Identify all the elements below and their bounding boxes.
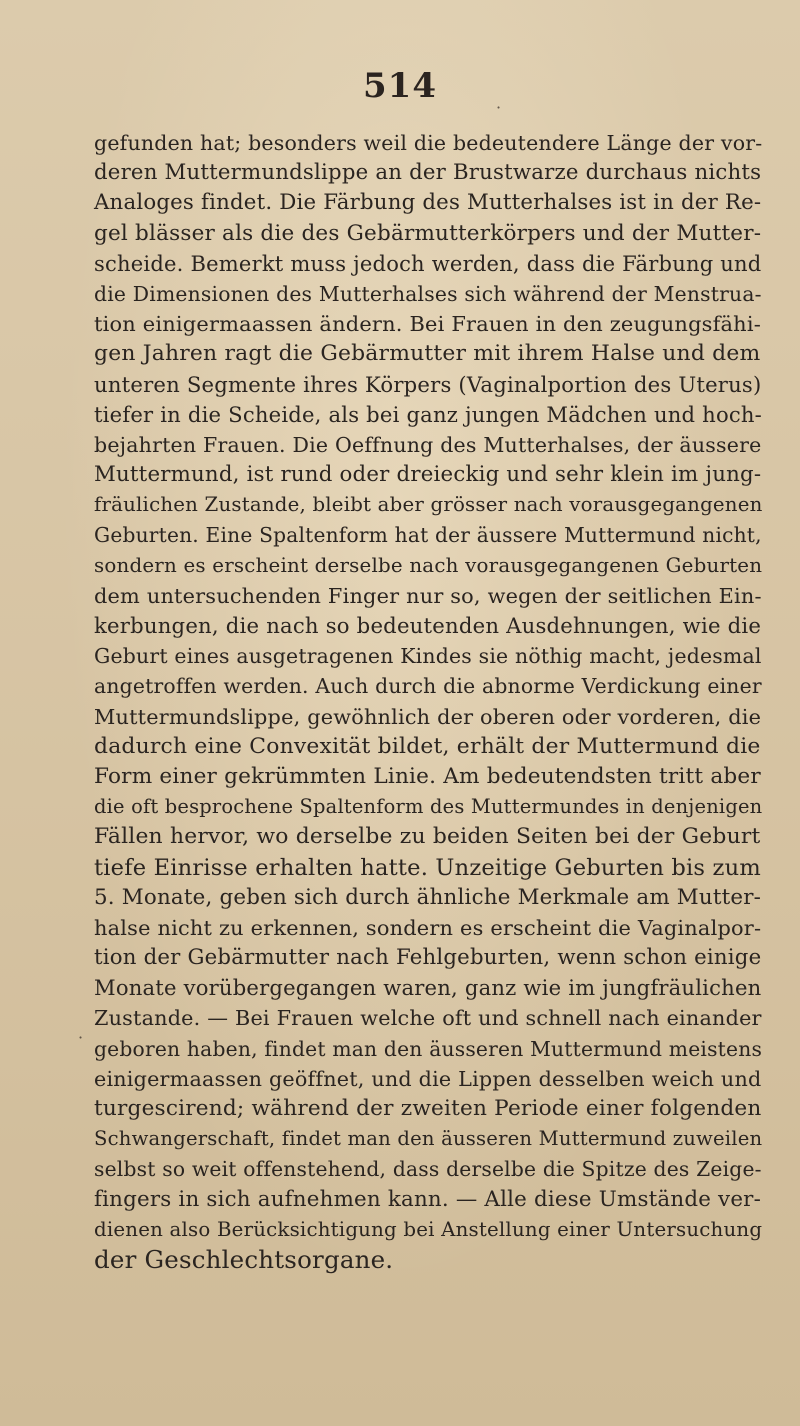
text-line: tion einigermaassen ändern. Bei Frauen in den zeugungsfähi- [94,312,761,337]
text-line: halse nicht zu erkennen, sondern es erscheint die Vaginalpor- [94,915,762,940]
text-line: scheide. Bemerkt muss jedoch werden, dass die Färbung und [94,250,762,276]
text-line: tiefer in die Scheide, als bei ganz jungen Mädchen und hoch- [94,401,763,427]
text-line: fingers in sich aufnehmen kann. — Alle diese Umstände ver- [94,1186,762,1212]
text-line: Analoges findet. Die Färbung des Mutterhalses ist in der Re- [94,190,762,216]
text-line: Geburten. Eine Spaltenform hat der äussere Muttermund nicht, [94,523,762,548]
text-line: geboren haben, findet man den äusseren Muttermund meistens [94,1036,763,1061]
text-line: Form einer gekrümmten Linie. Am bedeutendsten tritt aber [94,763,761,789]
text-line: tiefe Einrisse erhalten hatte. Unzeitige Geburten bis zum [94,854,761,881]
text-line: unteren Segmente ihres Körpers (Vaginalportion des Uterus) [94,371,762,397]
print-speck: · [78,1028,84,1047]
text-line: Zustande. — Bei Frauen welche oft und schnell nach einander [94,1006,762,1031]
text-line: gefunden hat; besonders weil die bedeutendere Länge der vor- [94,131,763,155]
text-line: dem untersuchenden Finger nur so, wegen der seitlichen Ein- [94,583,762,608]
text-line: bejahrten Frauen. Die Oeffnung des Mutterhalses, der äussere [94,432,762,457]
text-line: fräulichen Zustande, bleibt aber grösser nach vorausgegangenen [94,493,763,517]
text-line: 5. Monate, geben sich durch ähnliche Merkmale am Mutter- [94,884,762,910]
text-line: dienen also Berücksichtigung bei Anstellung einer Untersuchung [94,1217,763,1241]
text-line: Geburt eines ausgetragenen Kindes sie nöthig macht, jedesmal [94,644,762,669]
print-speck: · [496,98,502,117]
text-line: die Dimensionen des Mutterhalses sich während der Menstrua- [94,281,762,306]
text-line: dadurch eine Convexität bildet, erhält der Muttermund die [94,733,761,759]
text-line: einigermaassen geöffnet, und die Lippen desselben weich und [94,1066,762,1091]
body-text [94,128,763,1275]
text-line: sondern es erscheint derselbe nach vorausgegangenen Geburten [94,553,763,577]
text-line: Fällen hervor, wo derselbe zu beiden Seiten bei der Geburt [94,824,761,850]
page-number: 514 [363,66,437,106]
text-line: deren Muttermundslippe an der Brustwarze durchaus nichts [94,160,762,186]
text-line: gen Jahren ragt die Gebärmutter mit ihrem Halse und dem [94,341,761,367]
text-line: Schwangerschaft, findet man den äusseren Muttermund zuweilen [94,1127,763,1151]
text-line: Muttermundslippe, gewöhnlich der oberen oder vorderen, die [94,704,762,729]
text-line: die oft besprochene Spaltenform des Muttermundes in denjenigen [94,795,763,819]
text-line: selbst so weit offenstehend, dass derselbe die Spitze des Zeige- [94,1157,762,1182]
text-line: turgescirend; während der zweiten Periode einer folgenden [94,1096,762,1121]
text-line: der Geschlechtsorgane. [94,1244,394,1274]
text-line: gel blässer als die des Gebärmutterkörpers und der Mutter- [94,220,762,246]
text-line: Monate vorübergegangen waren, ganz wie im jungfräulichen [94,975,762,1001]
text-line: angetroffen werden. Auch durch die abnorme Verdickung einer [94,674,762,699]
text-line: kerbungen, die nach so bedeutenden Ausdehnungen, wie die [94,613,762,638]
text-line: tion der Gebärmutter nach Fehlgeburten, wenn schon einige [94,945,762,971]
text-line: Muttermund, ist rund oder dreieckig und sehr klein im jung- [94,462,762,488]
